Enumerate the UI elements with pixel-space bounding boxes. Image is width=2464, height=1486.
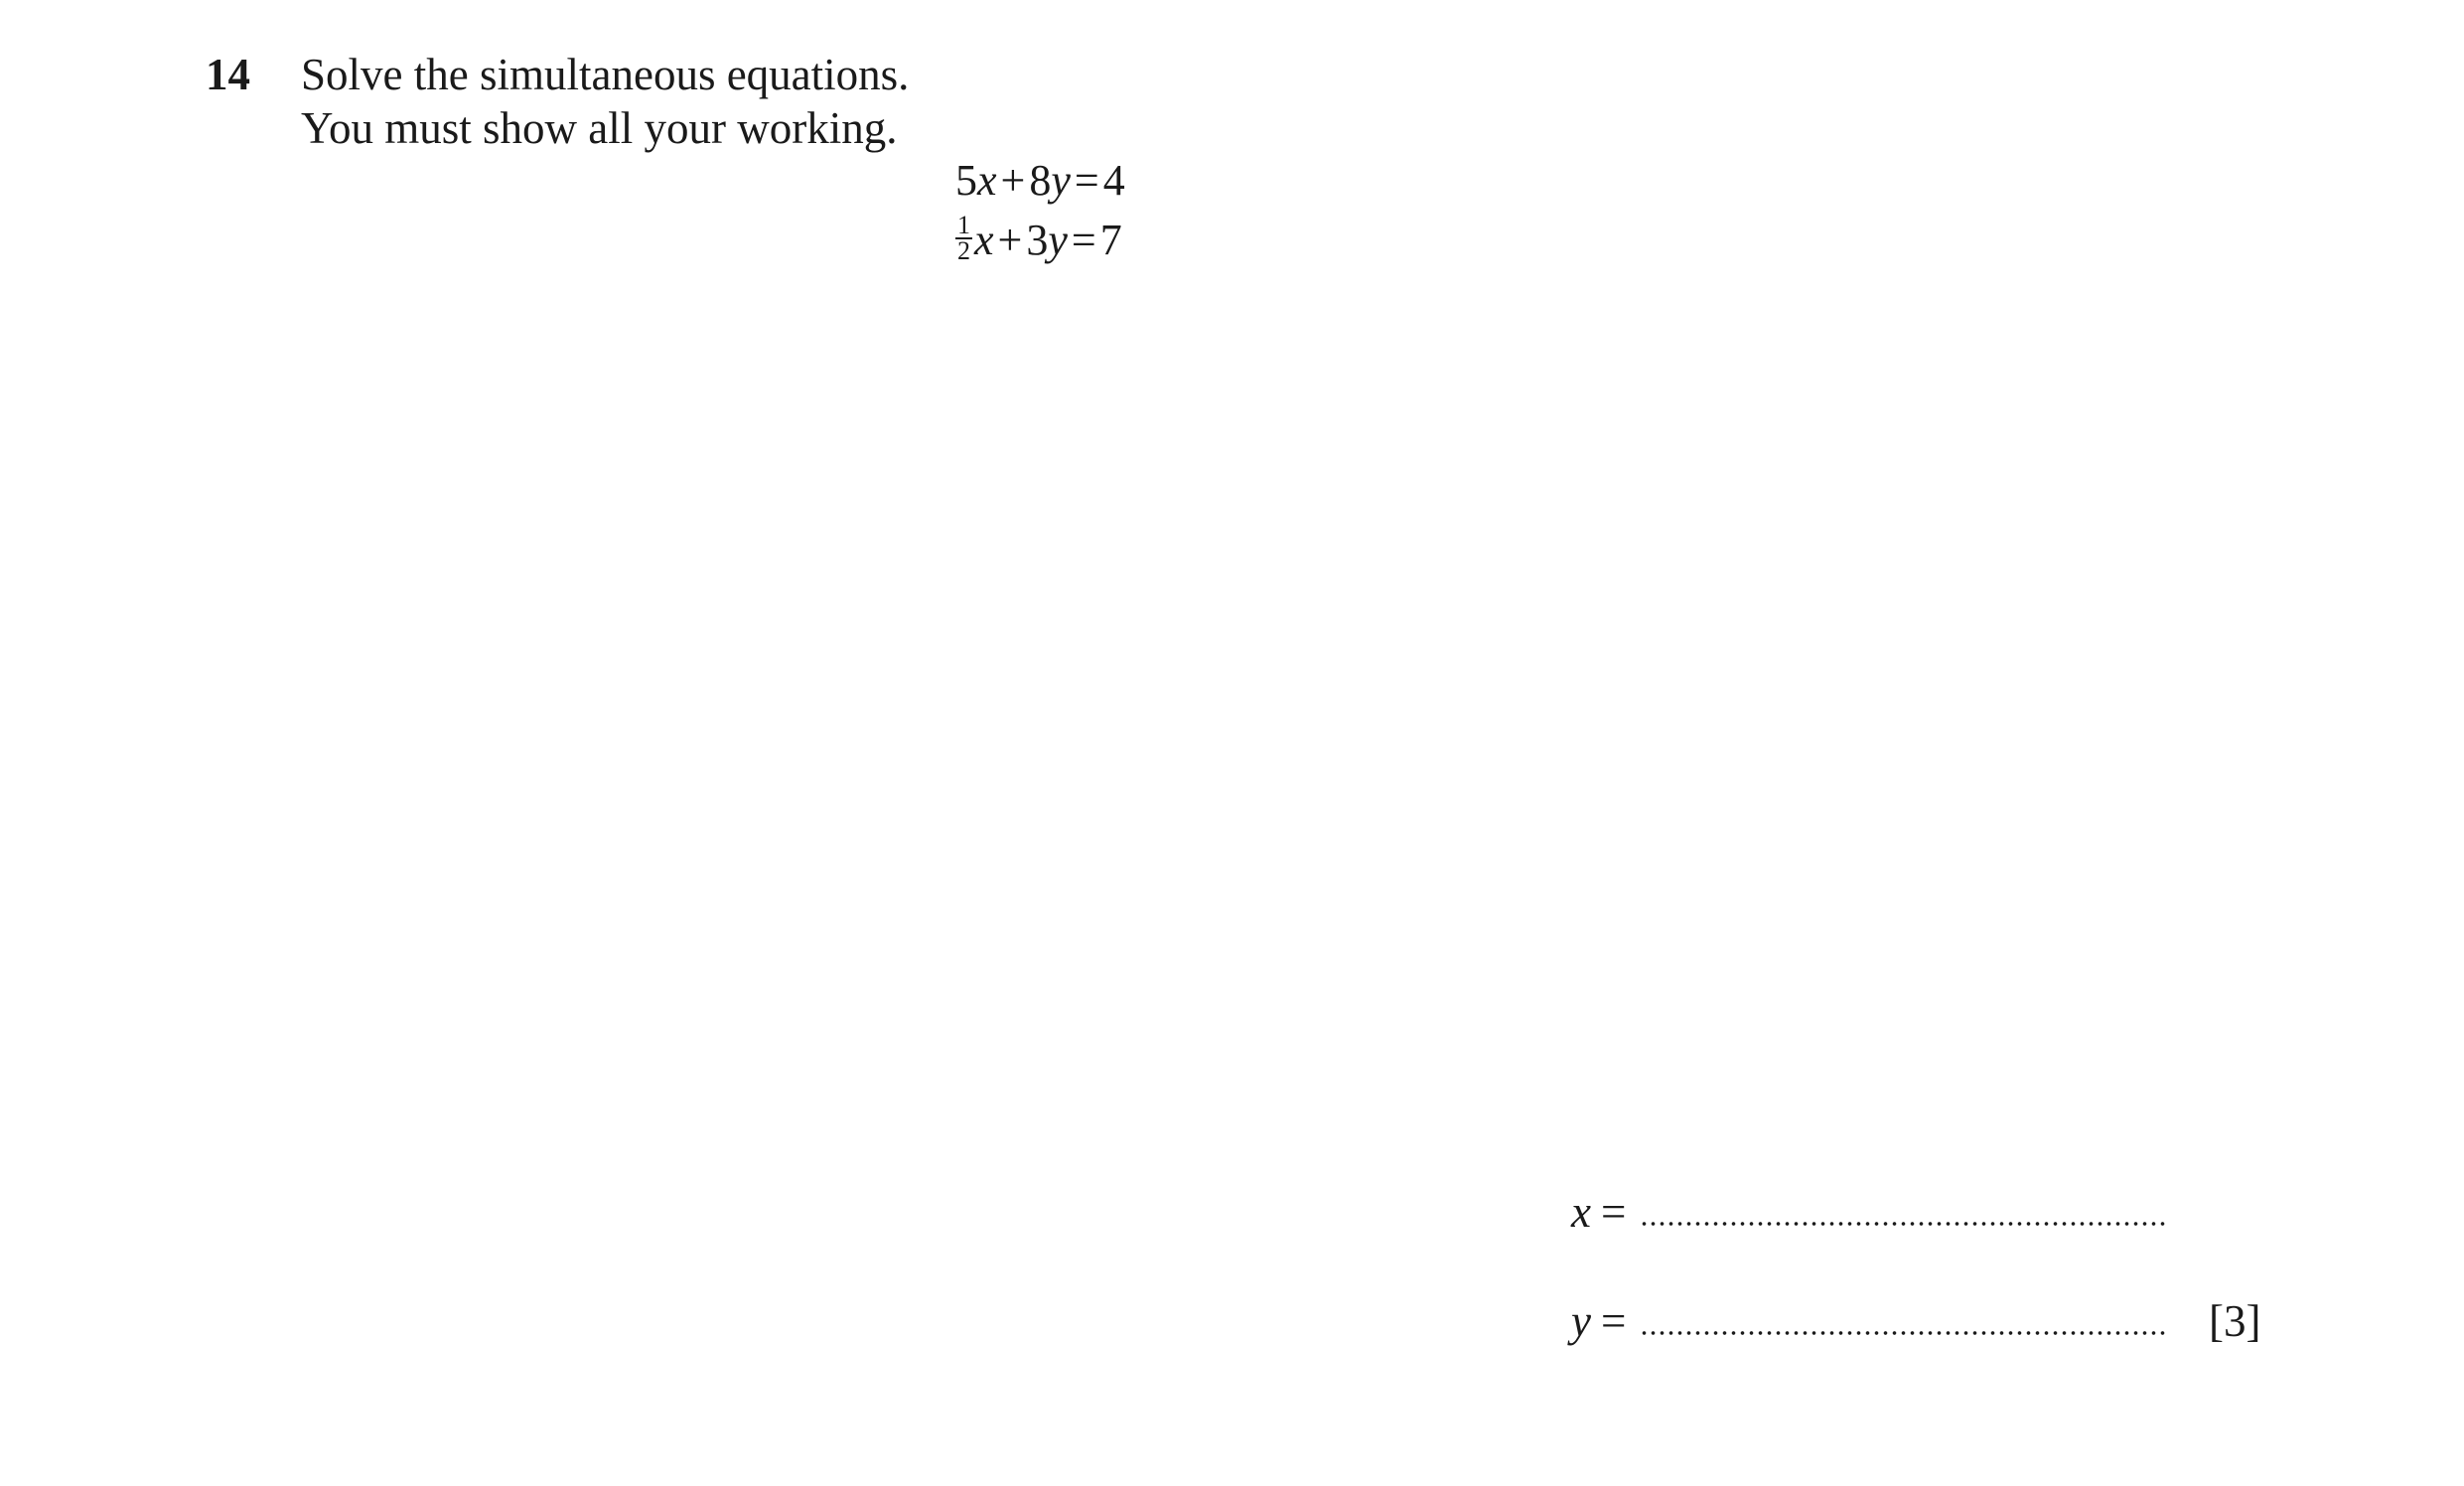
answer-y-line[interactable]: [1640, 1330, 2166, 1336]
eq2-coef-y: 3: [1026, 216, 1049, 264]
question-instruction: Solve the simultaneous equations.: [301, 50, 910, 99]
answer-y-equals: =: [1600, 1296, 1627, 1346]
answer-x-row: [1571, 1182, 2166, 1242]
eq1-coef-x: 5: [955, 156, 977, 205]
eq2-fraction-numerator: 1: [957, 210, 970, 239]
equation-2: [955, 210, 1122, 269]
eq1-var-x: x: [977, 156, 997, 205]
equation-1: [955, 153, 1125, 209]
eq2-var-y: y: [1048, 216, 1068, 264]
eq2-rhs: 7: [1099, 216, 1122, 264]
question-number: 14: [206, 50, 250, 99]
eq1-rhs: 4: [1102, 156, 1125, 205]
eq2-equals: =: [1071, 216, 1096, 264]
eq1-equals: =: [1074, 156, 1099, 205]
question-working-note: You must show all your working.: [301, 103, 898, 153]
eq2-fraction: [955, 210, 972, 265]
answer-y-row: [1571, 1291, 2166, 1351]
eq2-var-x: x: [974, 216, 994, 264]
answer-x-label: x: [1571, 1187, 1591, 1237]
answer-x-line[interactable]: [1640, 1221, 2166, 1227]
eq1-coef-y: 8: [1029, 156, 1052, 205]
eq1-var-y: y: [1051, 156, 1071, 205]
eq2-fraction-denominator: 2: [957, 235, 970, 265]
answer-y-label: y: [1571, 1296, 1591, 1346]
eq1-plus: +: [1000, 156, 1026, 205]
answer-x-equals: =: [1600, 1187, 1627, 1237]
eq2-plus: +: [997, 216, 1023, 264]
marks-indicator: [3]: [2209, 1296, 2261, 1346]
